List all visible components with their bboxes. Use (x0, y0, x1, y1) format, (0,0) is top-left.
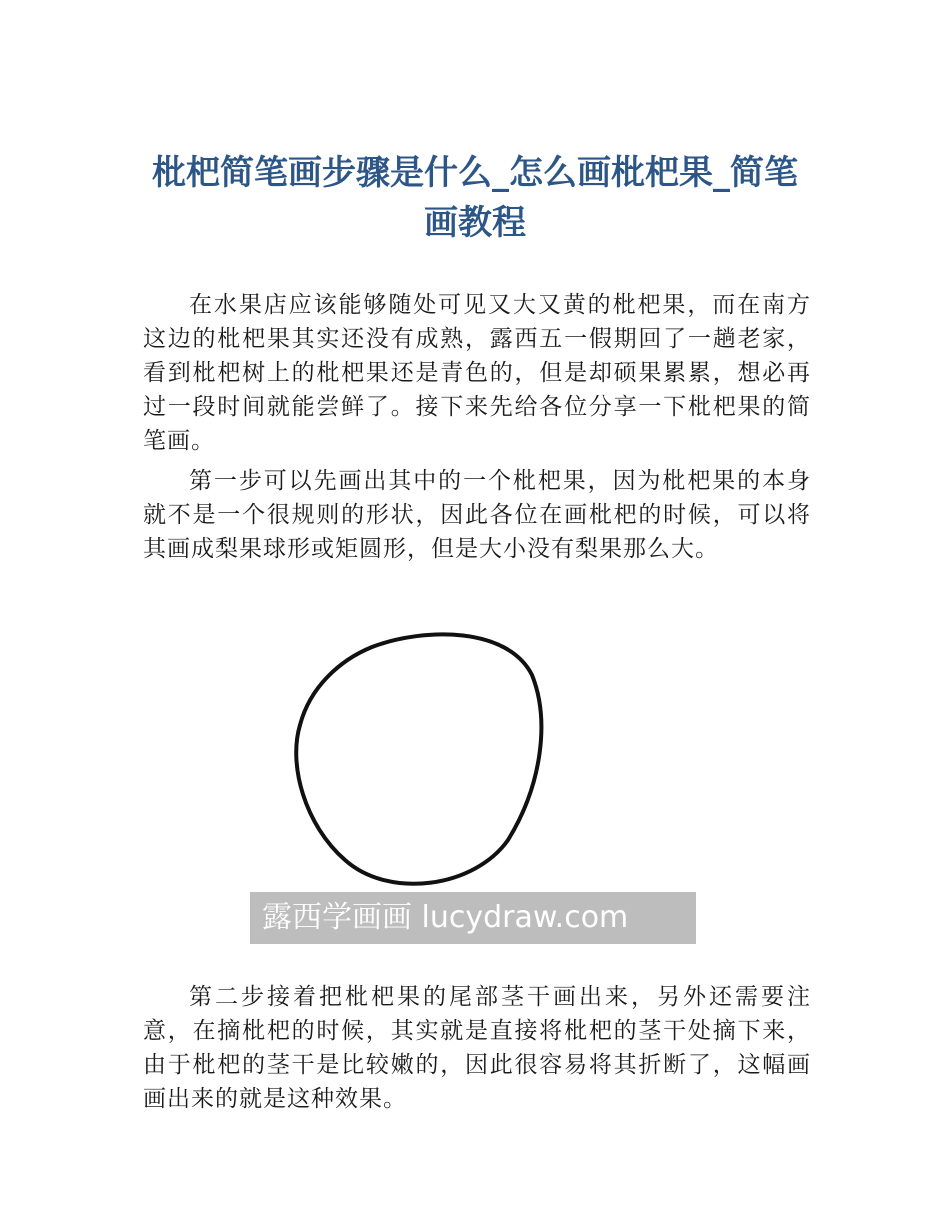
paragraph-intro: 在水果店应该能够随处可见又大又黄的枇杷果，而在南方这边的枇杷果其实还没有成熟，露西五一假期回了一趟老家，看到枇杷树上的枇杷果还是青色的，但是却硕果累累，想必再过一段时间就能尝鲜了。接下来先给各位分享一下枇杷果的简笔画。 (143, 292, 811, 454)
loquat-outline-drawing (250, 625, 698, 895)
loquat-drawing-figure (250, 625, 698, 945)
paragraph-step-one: 第一步可以先画出其中的一个枇杷果，因为枇杷果的本身就不是一个很规则的形状，因此各位在画枇杷的时候，可以将其画成梨果球形或矩圆形，但是大小没有梨果那么大。 (143, 468, 811, 562)
loquat-outline-stroke (296, 634, 541, 883)
watermark-banner: 露西学画画 lucydraw.com (250, 892, 696, 944)
paragraph-step-two: 第二步接着把枇杷果的尾部茎干画出来，另外还需要注意，在摘枇杷的时候，其实就是直接将枇杷的茎干处摘下来，由于枇杷的茎干是比较嫩的，因此很容易将其折断了，这幅画画出来的就是这种效果。 (143, 984, 811, 1112)
article-title: 枇杷简笔画步骤是什么_怎么画枇杷果_简笔画教程 (152, 153, 798, 243)
